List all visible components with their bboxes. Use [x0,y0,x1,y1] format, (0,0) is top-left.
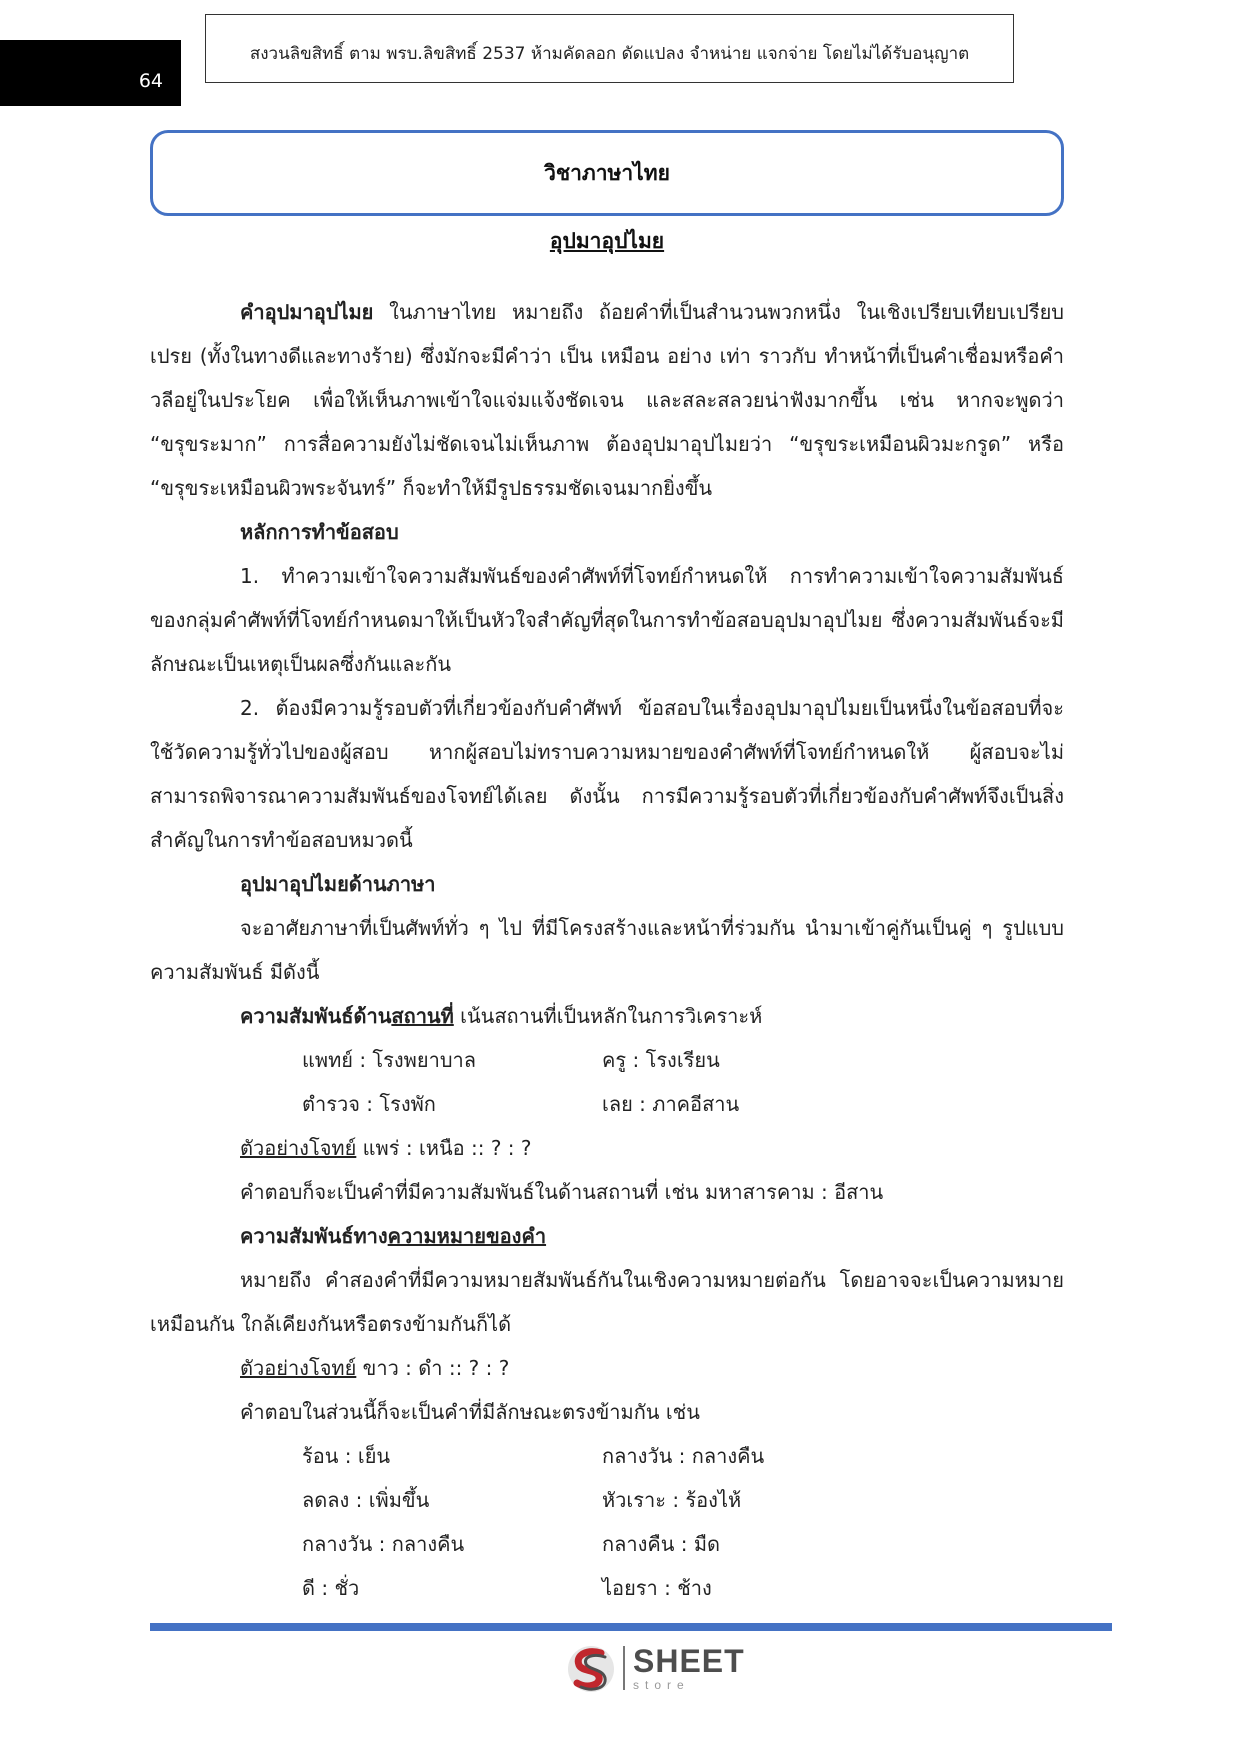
footer-divider [150,1623,1112,1631]
language-section-text: จะอาศัยภาษาที่เป็นศัพท์ทั่ว ๆ ไป ที่มีโครงสร้างและหน้าที่ร่วมกัน นำมาเข้าคู่กันเป็นคู่ ๆ รูปแบบความสัมพันธ์ มีดังนี้ [150,916,1064,984]
principles-heading: หลักการทำข้อสอบ [240,520,399,544]
subject-title: วิชาภาษาไทย [544,160,670,185]
page-number: 64 [138,70,163,92]
document-body [150,290,1064,1610]
principle-item-1: 1. ทำความเข้าใจความสัมพันธ์ของคำศัพท์ที่โจทย์กำหนดให้ การทำความเข้าใจความสัมพันธ์ของกลุ่มคำศัพท์ที่โจทย์กำหนดมาให้เป็นหัวใจสำคัญที่สุดในการทำข้อสอบอุปมาอุปไมย ซึ่งความสัมพันธ์จะมีลักษณะเป็นเหตุเป็นผลซึ่งกันและกัน [150,564,1064,676]
meaning-relation-text: หมายถึง คำสองคำที่มีความหมายสัมพันธ์กันในเชิงความหมายต่อกัน โดยอาจจะเป็นความหมายเหมือนกัน ใกล้เคียงกันหรือตรงข้ามกันก็ได้ [150,1268,1064,1336]
place-pair-row [150,1038,1064,1082]
pair-right: หัวเราะ : ร้องไห้ [602,1488,742,1512]
pair-left: กลางวัน : กลางคืน [302,1532,465,1556]
meaning-pair-row [150,1522,1064,1566]
pair-left: ร้อน : เย็น [302,1444,391,1468]
logo-subtext: store [633,1678,690,1692]
pair-right: ครู : โรงเรียน [602,1048,720,1072]
pair-left: ลดลง : เพิ่มขึ้น [302,1488,430,1512]
meaning-answer: คำตอบในส่วนนี้ก็จะเป็นคำที่มีลักษณะตรงข้ามกัน เช่น [240,1400,700,1424]
topic-title: อุปมาอุปไมย [549,229,665,253]
pair-right: ไอยรา : ช้าง [602,1576,712,1600]
place-heading-description: เน้นสถานที่เป็นหลักในการวิเคราะห์ [453,1004,763,1028]
pair-right: กลางวัน : กลางคืน [602,1444,765,1468]
meaning-pair-row [150,1434,1064,1478]
place-example-label: ตัวอย่างโจทย์ [240,1136,357,1160]
place-example [150,1126,1064,1170]
meaning-pair-row [150,1478,1064,1522]
logo-wordmark [633,1645,745,1691]
pair-left: ตำรวจ : โรงพัก [302,1092,436,1116]
place-heading-underlined: สถานที่ [391,1004,454,1028]
pair-right: กลางคืน : มืด [602,1532,721,1556]
pair-left: แพทย์ : โรงพยาบาล [302,1048,476,1072]
intro-paragraph [150,290,1064,510]
meaning-example [150,1346,1064,1390]
intro-term: คำอุปมาอุปไมย [240,300,374,324]
place-relation-heading [150,994,1064,1038]
copyright-notice: สงวนลิขสิทธิ์ ตาม พรบ.ลิขสิทธิ์ 2537 ห้ามคัดลอก ดัดแปลง จำหน่าย แจกจ่าย โดยไม่ได้รับอนุญาต [249,44,970,64]
place-pair-row [150,1082,1064,1126]
meaning-example-label: ตัวอย่างโจทย์ [240,1356,357,1380]
logo-text: SHEET [633,1643,745,1679]
meaning-relation-heading [150,1214,1064,1258]
sheet-store-logo-icon [565,1641,617,1695]
meaning-heading-underlined: ความหมายของคำ [387,1224,547,1248]
pair-right: เลย : ภาคอีสาน [602,1092,740,1116]
intro-text: ในภาษาไทย หมายถึง ถ้อยคำที่เป็นสำนวนพวกหนึ่ง ในเชิงเปรียบเทียบเปรียบเปรย (ทั้งในทางดีและทางร้าย) ซึ่งมักจะมีคำว่า เป็น เหมือน อย่าง เท่า ราวกับ ทำหน้าที่เป็นคำเชื่อมหรือคำวลีอยู่ในประโยค เพื่อให้เห็นภาพเข้าใจแจ่มแจ้งชัดเจน และสละสลวยน่าฟังมากขึ้น เช่น หากจะพูดว่า “ขรุขระมาก” การสื่อความยังไม่ชัดเจนไม่เห็นภาพ ต้องอุปมาอุปไมยว่า “ขรุขระเหมือนผิวมะกรูด” หรือ “ขรุขระเหมือนผิวพระจันทร์” ก็จะทำให้มีรูปธรรมชัดเจนมากยิ่งขึ้น [150,300,1064,500]
place-example-text: แพร่ : เหนือ :: ? : ? [356,1136,532,1160]
meaning-heading-prefix: ความสัมพันธ์ทาง [240,1224,388,1248]
sheet-store-logo [565,1640,745,1696]
language-section-heading: อุปมาอุปไมยด้านภาษา [240,872,436,896]
copyright-header [205,14,1014,83]
pair-left: ดี : ชั่ว [302,1576,360,1600]
place-heading-prefix: ความสัมพันธ์ด้าน [240,1004,392,1028]
logo-divider [623,1646,625,1690]
meaning-example-text: ขาว : ดำ :: ? : ? [356,1356,510,1380]
page-number-tab [0,40,181,106]
subject-title-box [150,130,1064,216]
place-answer: คำตอบก็จะเป็นคำที่มีความสัมพันธ์ในด้านสถานที่ เช่น มหาสารคาม : อีสาน [240,1180,884,1204]
principle-item-2: 2. ต้องมีความรู้รอบตัวที่เกี่ยวข้องกับคำศัพท์ ข้อสอบในเรื่องอุปมาอุปไมยเป็นหนึ่งในข้อสอบที่จะใช้วัดความรู้ทั่วไปของผู้สอบ หากผู้สอบไม่ทราบความหมายของคำศัพท์ที่โจทย์กำหนดให้ ผู้สอบจะไม่สามารถพิจารณาความสัมพันธ์ของโจทย์ได้เลย ดังนั้น การมีความรู้รอบตัวที่เกี่ยวข้องกับคำศัพท์จึงเป็นสิ่งสำคัญในการทำข้อสอบหมวดนี้ [150,696,1064,852]
meaning-pair-row [150,1566,1064,1610]
